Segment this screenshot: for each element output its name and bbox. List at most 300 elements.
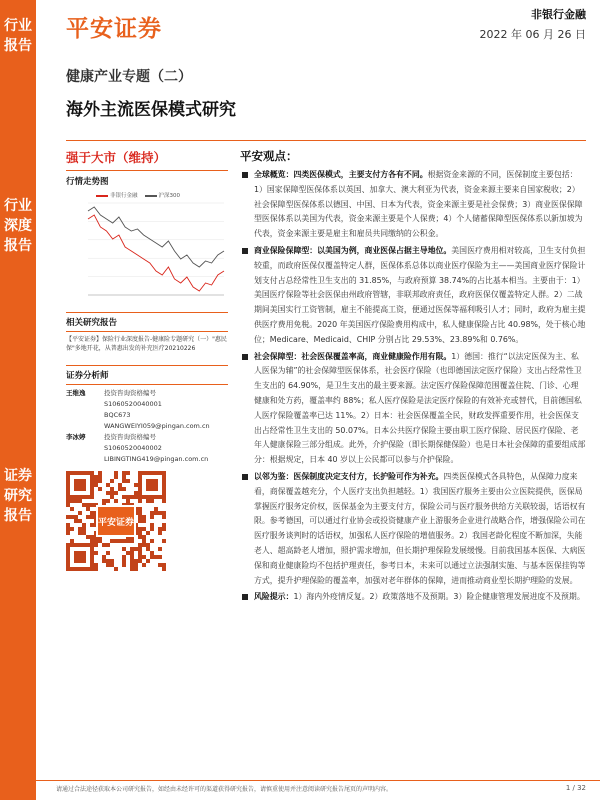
qr-module <box>162 479 166 483</box>
qr-module <box>74 519 78 523</box>
qr-module <box>154 511 158 515</box>
qr-module <box>146 487 150 491</box>
analyst-entry <box>66 432 228 465</box>
qr-module <box>74 495 78 499</box>
qr-module <box>94 479 98 483</box>
qr-module <box>114 471 118 475</box>
qr-module <box>134 495 138 499</box>
qr-module <box>106 563 110 567</box>
qr-module <box>90 551 94 555</box>
paragraph-body: 1）海内外疫情反复。2）政策落地不及预期。3）险企健康管理发展进度不及预期。 <box>293 592 585 602</box>
qr-module <box>66 543 70 547</box>
analyst-list <box>66 388 228 465</box>
qr-module <box>134 567 138 571</box>
sidebar-bar <box>0 0 36 800</box>
qr-module <box>158 563 162 567</box>
qr-module <box>134 483 138 487</box>
qr-module <box>70 515 74 519</box>
qr-module <box>70 539 74 543</box>
qr-module <box>70 499 74 503</box>
qr-module <box>82 543 86 547</box>
qr-module <box>66 471 70 475</box>
qr-module <box>138 551 142 555</box>
qr-module <box>66 503 70 507</box>
qr-module <box>90 479 94 483</box>
qr-module <box>142 539 146 543</box>
industry-label: 非银行金融 <box>531 8 586 21</box>
qr-module <box>98 475 102 479</box>
paragraph-lead: 商业保险保障型：以美国为例，商业医保占据主导地位。 <box>254 245 452 255</box>
qr-module <box>90 503 94 507</box>
qr-module <box>110 563 114 567</box>
qr-module <box>162 567 166 571</box>
qr-module <box>90 547 94 551</box>
qr-module <box>126 471 130 475</box>
qr-module <box>94 551 98 555</box>
qr-module <box>146 543 150 547</box>
qr-module <box>70 567 74 571</box>
qr-module <box>82 479 86 483</box>
qr-module <box>138 491 142 495</box>
qr-module <box>126 495 130 499</box>
qr-module <box>162 491 166 495</box>
qr-module <box>78 483 82 487</box>
qr-module <box>94 567 98 571</box>
legend-label-series1: 非银行金融 <box>110 193 138 199</box>
trend-heading: 行情走势图 <box>66 177 109 187</box>
qr-module <box>114 499 118 503</box>
analyst-detail-line: S1060520040001 <box>104 400 162 408</box>
qr-module <box>74 515 78 519</box>
qr-module <box>110 495 114 499</box>
qr-module <box>122 475 126 479</box>
qr-module <box>78 527 82 531</box>
footer-divider <box>36 780 600 781</box>
analyst-heading: 证券分析师 <box>66 371 109 381</box>
qr-module <box>82 483 86 487</box>
qr-module <box>74 543 78 547</box>
report-date: 2022 年 06 月 26 日 <box>479 28 586 41</box>
qr-module <box>130 551 134 555</box>
qr-module <box>154 471 158 475</box>
legend-swatch-series2 <box>145 195 157 197</box>
qr-module <box>150 471 154 475</box>
qr-module <box>66 499 70 503</box>
qr-module <box>110 479 114 483</box>
qr-module <box>122 555 126 559</box>
qr-module <box>78 559 82 563</box>
qr-module <box>106 543 110 547</box>
qr-module <box>146 483 150 487</box>
qr-module <box>86 567 90 571</box>
qr-module <box>162 515 166 519</box>
qr-module <box>74 567 78 571</box>
qr-module <box>102 555 106 559</box>
qr-module <box>142 527 146 531</box>
analyst-detail-line: 投资咨询资格编号 <box>104 433 156 441</box>
qr-module <box>90 567 94 571</box>
qr-module <box>134 559 138 563</box>
qr-module <box>138 499 142 503</box>
qr-module <box>162 495 166 499</box>
qr-module <box>130 547 134 551</box>
qr-module <box>138 483 142 487</box>
qr-module <box>82 471 86 475</box>
qr-module <box>158 527 162 531</box>
viewpoint-paragraph-overview <box>240 168 586 242</box>
qr-module <box>90 495 94 499</box>
qr-module <box>150 539 154 543</box>
qr-module <box>94 539 98 543</box>
qr-module <box>86 503 90 507</box>
qr-module <box>138 519 142 523</box>
qr-module <box>142 543 146 547</box>
qr-module <box>130 495 134 499</box>
qr-module <box>126 539 130 543</box>
qr-module <box>86 471 90 475</box>
analyst-entry <box>66 388 228 432</box>
qr-module <box>94 543 98 547</box>
qr-module <box>90 487 94 491</box>
qr-module <box>146 471 150 475</box>
qr-module <box>70 527 74 531</box>
paragraph-body: 1）德国：推行“以法定医保为主、私人医保为辅”的社会保障型医保体系，社会医疗保险（也即德国法定医疗保险）支出占经常性卫生支出的 64.90%，是卫生支出的最主要来源。法定医疗保险保障范围覆盖住院、门诊、心理健康和处方药，覆盖率约 88%；私人医疗保险是法定医疗保险的有效补充或替代，目前德国私人医疗保险覆盖率已达 11%。2）日本：社会医保覆盖全民，财政发挥重要作用，社会医保支出占经常性卫生支出的 50.07%。日本公共医疗保险主要由职工医疗保险、居民医疗保险、老年人健康保险三部分组成。此外，介护保险（即长期保健保险）也是日本社会保障的重要组成部分：根据规定，日本 40 岁以上公民都可以参与介护保险。 <box>254 351 586 465</box>
qr-module <box>66 563 70 567</box>
qr-module <box>86 495 90 499</box>
qr-module <box>74 479 78 483</box>
qr-module <box>154 487 158 491</box>
bullet-icon <box>242 354 248 360</box>
qr-module <box>106 499 110 503</box>
qr-module <box>122 479 126 483</box>
qr-module <box>78 531 82 535</box>
qr-module <box>138 511 142 515</box>
qr-module <box>82 567 86 571</box>
qr-module <box>70 471 74 475</box>
qr-module <box>138 543 142 547</box>
qr-module <box>110 491 114 495</box>
qr-module <box>138 547 142 551</box>
qr-module <box>150 515 154 519</box>
analyst-details <box>104 432 208 465</box>
qr-module <box>86 543 90 547</box>
analyst-detail-line: BQC673 <box>104 411 131 419</box>
qr-module <box>154 495 158 499</box>
qr-module <box>82 559 86 563</box>
qr-module <box>74 483 78 487</box>
qr-module <box>138 531 142 535</box>
analyst-details <box>104 388 210 432</box>
trend-chart-svg <box>66 191 228 309</box>
qr-module <box>138 507 142 511</box>
qr-module <box>154 555 158 559</box>
qr-module <box>90 515 94 519</box>
qr-module <box>78 555 82 559</box>
qr-module <box>78 519 82 523</box>
brand-logo: 平安证券 <box>66 16 162 42</box>
qr-module <box>98 487 102 491</box>
qr-module <box>90 483 94 487</box>
qr-module <box>158 495 162 499</box>
qr-module <box>150 551 154 555</box>
trend-chart <box>66 191 228 309</box>
qr-module <box>142 495 146 499</box>
qr-module <box>110 539 114 543</box>
qr-module <box>150 499 154 503</box>
qr-module <box>162 475 166 479</box>
qr-module <box>126 551 130 555</box>
qr-module <box>162 483 166 487</box>
qr-module <box>106 483 110 487</box>
qr-module <box>118 483 122 487</box>
related-heading: 相关研究报告 <box>66 318 118 328</box>
qr-module <box>82 531 86 535</box>
qr-module <box>154 479 158 483</box>
qr-module <box>74 555 78 559</box>
analyst-email[interactable]: LIBINGTING419@pingan.com.cn <box>104 455 209 463</box>
qr-module <box>138 535 142 539</box>
qr-module <box>162 527 166 531</box>
qr-module <box>90 555 94 559</box>
qr-module <box>158 471 162 475</box>
qr-module <box>162 511 166 515</box>
qr-module <box>66 475 70 479</box>
qr-module <box>90 559 94 563</box>
qr-module <box>78 543 82 547</box>
section-divider <box>66 312 228 313</box>
qr-module <box>78 567 82 571</box>
qr-module <box>66 551 70 555</box>
analyst-email[interactable]: WANGWEIYI059@pingan.com.cn <box>104 422 210 430</box>
qr-module <box>106 559 110 563</box>
qr-module <box>130 559 134 563</box>
qr-code <box>66 471 166 571</box>
qr-module <box>126 499 130 503</box>
qr-module <box>150 479 154 483</box>
qr-module <box>138 555 142 559</box>
viewpoint-heading: 平安观点： <box>240 149 298 163</box>
qr-module <box>86 535 90 539</box>
qr-module <box>162 523 166 527</box>
qr-module <box>150 555 154 559</box>
qr-module <box>74 559 78 563</box>
qr-module <box>162 499 166 503</box>
bullet-icon <box>242 248 248 254</box>
section-divider <box>66 384 228 385</box>
qr-module <box>106 491 110 495</box>
qr-module <box>102 559 106 563</box>
qr-module <box>150 523 154 527</box>
qr-module <box>90 539 94 543</box>
footer-disclaimer: 请通过合法途径获取本公司研究报告，如经由未经许可的渠道获得研究报告，请慎重使用并注意阅读研究报告尾页的声明内容。 <box>56 786 393 793</box>
qr-module <box>146 559 150 563</box>
section-divider <box>66 365 228 366</box>
qr-module <box>158 531 162 535</box>
qr-module <box>90 471 94 475</box>
qr-module <box>138 515 142 519</box>
qr-module <box>162 539 166 543</box>
qr-module <box>94 483 98 487</box>
qr-module <box>110 559 114 563</box>
qr-module <box>86 515 90 519</box>
sidebar-label-deep-report: 行业深度报告 <box>4 198 32 254</box>
qr-module <box>122 495 126 499</box>
qr-module <box>142 471 146 475</box>
sidebar-label-securities-report: 证券研究报告 <box>4 468 32 524</box>
qr-module <box>82 527 86 531</box>
qr-module <box>66 523 70 527</box>
left-column <box>66 146 228 571</box>
qr-module <box>122 471 126 475</box>
qr-module <box>142 555 146 559</box>
viewpoint-paragraph-risk <box>240 590 586 605</box>
analyst-detail-line: S1060520040002 <box>104 444 162 452</box>
qr-module <box>118 539 122 543</box>
qr-module <box>82 555 86 559</box>
section-divider <box>66 331 228 332</box>
qr-module <box>82 503 86 507</box>
paragraph-body: 根据资金来源的不同，医保制度主要包括：1）国家保障型医保体系以英国、加拿大、澳大利亚为代表，资金来源主要来自国家税收；2）社会保障型医保体系以德国、中国、日本为代表，资金来源主要是社会保费；3）商业医保保障型医保体系以美国为代表，资金来源主要是个人保费；4）个人储蓄保障型医保体系以新加坡为代表，资金来源主要是雇主和雇员共同缴纳的公积金。 <box>254 170 583 239</box>
qr-module <box>74 551 78 555</box>
report-series-title: 健康产业专题（二） <box>66 69 192 85</box>
qr-module <box>74 499 78 503</box>
qr-module <box>138 559 142 563</box>
qr-module <box>154 507 158 511</box>
qr-module <box>66 527 70 531</box>
qr-module <box>130 539 134 543</box>
qr-module <box>78 487 82 491</box>
qr-module <box>114 539 118 543</box>
qr-module <box>90 543 94 547</box>
page-number: 1 / 32 <box>565 784 586 792</box>
qr-module <box>122 487 126 491</box>
qr-module <box>130 567 134 571</box>
qr-module <box>134 491 138 495</box>
qr-module <box>90 563 94 567</box>
qr-module <box>114 567 118 571</box>
qr-module <box>70 543 74 547</box>
analyst-name: 王维逸 <box>66 389 86 397</box>
qr-module <box>66 495 70 499</box>
paragraph-body: 四类医保模式各具特色，从保障力度来看，商保覆盖越充分，个人医疗支出负担越轻。1）我国医疗服务主要由公立医院提供，医保局掌握医疗服务定价权，医保基金为主要支付方，保险公司与医疗服务供给方关联较弱，话语权有限。参考德国，可以通过行业协会或投资健康产业上游服务企业进行战略合作，增强保险公司在医疗服务谈判时的话语权，加强私人医疗保险的增值服务。2）我国老龄化程度不断加深，失能老人、超高龄老人增加，照护需求增加，但长期护理保险发展缓慢。目前我国基本医保、大病医保和商业健康险均不包括护理责任，参考日本，未来可以通过立法强制实施、与基本医保挂钩等方式，提升护理保险的覆盖率，加强对老年群体的保障，进而推动商业型长期护理险的发展。 <box>254 471 586 585</box>
qr-module <box>162 471 166 475</box>
qr-module <box>122 547 126 551</box>
qr-module <box>150 487 154 491</box>
qr-module <box>142 535 146 539</box>
qr-module <box>134 563 138 567</box>
qr-module <box>146 531 150 535</box>
qr-module <box>78 511 82 515</box>
qr-module <box>150 483 154 487</box>
qr-module <box>78 499 82 503</box>
qr-module <box>82 487 86 491</box>
qr-module <box>142 563 146 567</box>
qr-module <box>70 495 74 499</box>
qr-module <box>114 475 118 479</box>
bullet-icon <box>242 594 248 600</box>
qr-module <box>86 507 90 511</box>
paragraph-lead: 以邻为鉴：医保制度决定支付方，长护险可作为补充。 <box>254 471 444 481</box>
qr-module <box>90 491 94 495</box>
qr-module <box>66 487 70 491</box>
qr-module <box>66 483 70 487</box>
qr-module <box>66 479 70 483</box>
qr-module <box>74 487 78 491</box>
qr-module <box>110 487 114 491</box>
bullet-icon <box>242 172 248 178</box>
qr-module <box>98 539 102 543</box>
qr-module <box>150 511 154 515</box>
qr-module <box>138 495 142 499</box>
rating-divider <box>66 170 228 171</box>
qr-module <box>74 471 78 475</box>
qr-module <box>78 471 82 475</box>
qr-module <box>82 495 86 499</box>
viewpoint-paragraph-social <box>240 350 586 468</box>
qr-module <box>146 547 150 551</box>
qr-module <box>154 483 158 487</box>
viewpoint-paragraph-lessons <box>240 470 586 588</box>
chart-series-line <box>88 215 224 291</box>
report-title: 海外主流医保模式研究 <box>66 100 236 120</box>
qr-module <box>114 491 118 495</box>
qr-module <box>158 555 162 559</box>
paragraph-lead: 全球概览：四类医保模式，主要支付方各有不同。 <box>254 170 428 179</box>
qr-module <box>122 563 126 567</box>
qr-module <box>158 547 162 551</box>
qr-module <box>138 487 142 491</box>
sidebar-label-industry-report: 行业报告 <box>4 18 32 54</box>
qr-module <box>146 495 150 499</box>
legend-label-series2: 沪深300 <box>158 193 181 199</box>
viewpoint-paragraph-us <box>240 244 586 348</box>
qr-module <box>102 543 106 547</box>
qr-module <box>82 551 86 555</box>
right-column <box>240 148 586 607</box>
related-report-link[interactable]: 【平安证券】保险行业深度报告-健康险专题研究（一）"惠民保"多地开花，从普惠出发的补充医疗20210226 <box>66 336 227 352</box>
paragraph-body: 美国医疗费用相对较高，卫生支付负担较重，而政府医保仅覆盖特定人群，医保体系总体以商业医疗保险为主——美国商业医疗保险计划支付占总经常性卫生支出的 31.85%，与政府预算 38.74%的占比基本相当。主要由于：1）美国医疗保险等社会医保由州政府管辖，非联邦政府责任，政府医保仅覆盖特定人群。2）二战期间美国实行工资管制，雇主不能提高工资，便通过医保等福利吸引人才；同时，政府为雇主提供医疗费用免税。2020 年美国医疗保险费用构成中，私人健康保险占比 40.98%，处于核心地位；Medicare、Medicaid、CHIP 分别占比 29.53%、23.89%和 0.76%。 <box>254 245 586 344</box>
qr-center-badge: 平安证券 <box>96 505 136 537</box>
qr-module <box>94 563 98 567</box>
qr-module <box>90 523 94 527</box>
qr-module <box>66 547 70 551</box>
qr-module <box>130 555 134 559</box>
qr-module <box>82 523 86 527</box>
qr-module <box>78 495 82 499</box>
qr-module <box>66 515 70 519</box>
qr-module <box>130 563 134 567</box>
paragraph-lead: 社会保障型：社会医保覆盖率高，商业健康险作用有限。 <box>254 351 452 361</box>
qr-module <box>138 475 142 479</box>
rating-label: 强于大市（维持） <box>66 150 167 165</box>
qr-module <box>66 555 70 559</box>
qr-module <box>90 475 94 479</box>
qr-module <box>66 559 70 563</box>
qr-module <box>122 539 126 543</box>
qr-module <box>94 475 98 479</box>
chart-legend <box>96 191 180 199</box>
qr-module <box>146 499 150 503</box>
qr-module <box>98 471 102 475</box>
qr-module <box>150 495 154 499</box>
qr-module <box>78 479 82 483</box>
legend-swatch-series1 <box>96 195 108 197</box>
qr-module <box>142 515 146 519</box>
qr-module <box>138 527 142 531</box>
qr-module <box>66 567 70 571</box>
qr-module <box>106 551 110 555</box>
analyst-detail-line: 投资咨询资格编号 <box>104 389 156 397</box>
